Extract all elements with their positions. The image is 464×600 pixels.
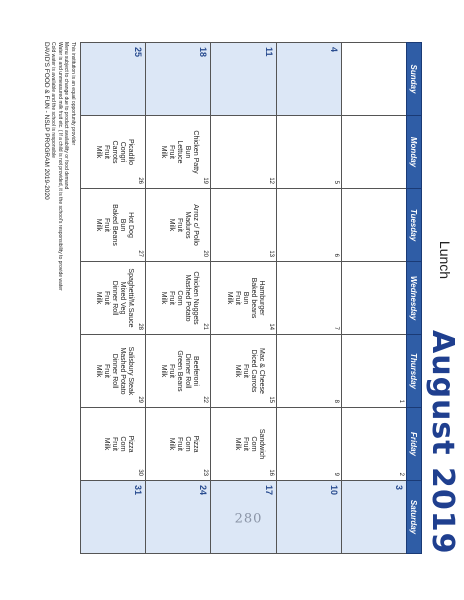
menu-item: Mashed Potato xyxy=(184,274,192,322)
menu-item: Corn xyxy=(249,436,257,452)
day-cell xyxy=(146,481,211,554)
date-number: 3 xyxy=(394,485,404,491)
day-cell xyxy=(211,189,276,262)
day-cell xyxy=(81,116,146,189)
day-cell xyxy=(146,408,211,481)
menu-items xyxy=(233,408,265,480)
menu-items xyxy=(94,189,134,261)
empty-day-cell xyxy=(341,262,406,335)
menu-item: Hot Dog xyxy=(127,212,135,238)
menu-item: Milk xyxy=(233,364,241,378)
date-number: 21 xyxy=(202,323,209,330)
date-number: 19 xyxy=(202,177,209,184)
menu-item: Mashed Potato xyxy=(119,347,127,395)
week-row xyxy=(81,43,146,554)
menu-item: Hamburger xyxy=(257,280,265,316)
weekday-header-monday: Monday xyxy=(407,116,422,189)
day-cell xyxy=(276,408,341,481)
date-number: 24 xyxy=(198,485,209,496)
day-cell xyxy=(81,43,146,116)
date-number: 14 xyxy=(267,323,274,330)
menu-items xyxy=(94,116,134,188)
menu-item: Maduros xyxy=(184,211,192,239)
day-cell xyxy=(276,189,341,262)
menu-item: Chicken Patty xyxy=(192,130,200,174)
menu-items xyxy=(167,189,199,261)
menu-item: Pizza xyxy=(127,435,135,453)
calendar-grid xyxy=(80,42,422,554)
menu-item: Milk xyxy=(160,364,168,378)
day-cell xyxy=(211,335,276,408)
date-number: 17 xyxy=(263,485,274,496)
date-number: 30 xyxy=(137,469,144,476)
day-cell xyxy=(81,189,146,262)
menu-item: Fruit xyxy=(168,291,176,305)
date-number: 20 xyxy=(202,250,209,257)
day-cell xyxy=(81,481,146,554)
menu-item: Fruit xyxy=(103,218,111,232)
menu-item: Fruit xyxy=(103,364,111,378)
menu-item: Milk xyxy=(168,218,176,232)
menu-item: Bun xyxy=(241,291,249,305)
menu-item: Beeferoni xyxy=(192,356,200,386)
menu-item: Chicken Nuggets xyxy=(192,271,200,325)
menu-item: Milk xyxy=(160,291,168,305)
program-footer: DAVID'S FOOD & FUN - NSLP PROGRAM 2019-2020 xyxy=(43,42,50,200)
date-number: 10 xyxy=(328,485,339,496)
menu-items xyxy=(167,408,199,480)
weekday-header-tuesday: Tuesday xyxy=(407,189,422,262)
menu-subtitle: Lunch xyxy=(437,240,453,280)
date-number: 7 xyxy=(332,326,339,330)
day-cell xyxy=(276,43,341,116)
day-cell xyxy=(341,481,406,554)
weekday-header-row xyxy=(407,43,422,554)
menu-item: Baked Beans xyxy=(111,204,119,246)
date-number: 27 xyxy=(137,250,144,257)
menu-item: Spaghetti/M.Sauce xyxy=(127,268,135,328)
menu-item: Congri xyxy=(119,141,127,163)
menu-item: Fruit xyxy=(241,364,249,378)
menu-item: Fruit xyxy=(103,145,111,159)
day-cell xyxy=(146,189,211,262)
date-number: 23 xyxy=(202,469,209,476)
calendar-body xyxy=(81,43,407,554)
menu-item: Milk xyxy=(95,364,103,378)
day-cell xyxy=(211,262,276,335)
menu-item: Dinner Roll xyxy=(111,280,119,316)
footnote-line: Menu subject to change due to product availability or food demand xyxy=(63,42,70,190)
date-number: 31 xyxy=(133,485,144,496)
handwritten-note: 280 xyxy=(234,511,263,527)
day-cell xyxy=(146,335,211,408)
day-cell xyxy=(341,335,406,408)
menu-item: Diced Carrots xyxy=(249,349,257,393)
week-row xyxy=(341,43,406,554)
date-number: 9 xyxy=(332,472,339,476)
menu-item: Corn xyxy=(176,290,184,306)
menu-items xyxy=(102,408,134,480)
weekday-header-friday: Friday xyxy=(407,408,422,481)
week-row xyxy=(276,43,341,554)
menu-items xyxy=(225,262,265,334)
date-number: 22 xyxy=(202,396,209,403)
menu-item: Sandwich xyxy=(257,428,265,460)
month-title: August 2019 xyxy=(425,330,460,555)
weekday-header-sunday: Sunday xyxy=(407,43,422,116)
menu-item: Milk xyxy=(95,218,103,232)
day-cell xyxy=(146,43,211,116)
menu-item: Dinner Roll xyxy=(184,353,192,389)
day-cell xyxy=(211,408,276,481)
date-number: 13 xyxy=(267,250,274,257)
menu-item: Fruit xyxy=(176,218,184,232)
week-row xyxy=(146,43,211,554)
date-number: 26 xyxy=(137,177,144,184)
date-number: 2 xyxy=(398,472,404,476)
date-number: 1 xyxy=(398,399,404,403)
menu-item: Mac & Cheese xyxy=(257,348,265,394)
menu-items xyxy=(159,335,199,407)
menu-item: Milk xyxy=(103,437,111,451)
date-number: 15 xyxy=(267,396,274,403)
date-number: 8 xyxy=(332,399,339,403)
week-row xyxy=(211,43,276,554)
menu-item: Fruit xyxy=(168,364,176,378)
day-cell xyxy=(276,116,341,189)
day-cell xyxy=(211,43,276,116)
day-cell xyxy=(276,481,341,554)
menu-item: Corn xyxy=(119,436,127,452)
empty-day-cell xyxy=(341,189,406,262)
menu-item: Corn xyxy=(184,436,192,452)
menu-item: Pizza xyxy=(192,435,200,453)
footnote-line: Water is and unmeasured milk fruit etc. ( If a child is not provided, it is the school's responsibility to provide water xyxy=(57,42,63,291)
menu-items xyxy=(159,262,199,334)
menu-item: Fruit xyxy=(233,291,241,305)
day-cell xyxy=(211,116,276,189)
date-number: 5 xyxy=(332,180,339,184)
menu-item: Milk xyxy=(225,291,233,305)
menu-items xyxy=(159,116,199,188)
date-number: 11 xyxy=(263,47,274,57)
menu-item: Picadillo xyxy=(127,138,135,166)
day-cell xyxy=(146,116,211,189)
menu-item: Milk xyxy=(95,145,103,159)
menu-item: Milk xyxy=(95,291,103,305)
date-number: 12 xyxy=(267,177,274,184)
day-cell xyxy=(146,262,211,335)
menu-items xyxy=(94,335,134,407)
empty-day-cell xyxy=(341,43,406,116)
menu-item: Bun xyxy=(119,218,127,232)
menu-item: Mixed Veg xyxy=(119,281,127,315)
weekday-header-wednesday: Wednesday xyxy=(407,262,422,335)
day-cell xyxy=(81,335,146,408)
date-number: 4 xyxy=(328,47,339,53)
day-cell xyxy=(276,335,341,408)
menu-item: Fruit xyxy=(103,291,111,305)
menu-item: Milk xyxy=(233,437,241,451)
weekday-header-thursday: Thursday xyxy=(407,335,422,408)
menu-item: Lettuce xyxy=(176,140,184,164)
menu-item: Bun xyxy=(184,145,192,159)
day-cell xyxy=(81,408,146,481)
menu-items xyxy=(94,262,134,334)
footnote-line: Cold water is available and the school is responsible xyxy=(50,42,57,158)
empty-day-cell xyxy=(341,116,406,189)
menu-item: Dinner Roll xyxy=(111,353,119,389)
date-number: 6 xyxy=(332,253,339,257)
menu-item: Fruit xyxy=(111,437,119,451)
footnotes xyxy=(50,42,76,291)
menu-item: Milk xyxy=(168,437,176,451)
menu-item: Fruit xyxy=(168,145,176,159)
date-number: 25 xyxy=(133,47,144,58)
menu-item: Green Beans xyxy=(176,350,184,392)
date-number: 29 xyxy=(137,396,144,403)
menu-items xyxy=(233,335,265,407)
menu-item: Carrots xyxy=(111,140,119,164)
menu-item: Baked beans xyxy=(249,277,257,319)
menu-item: Arroz c/ Pollo xyxy=(192,204,200,246)
menu-item: Salisbury Steak xyxy=(127,346,135,396)
menu-item: Fruit xyxy=(241,437,249,451)
weekday-header-saturday: Saturday xyxy=(407,481,422,554)
menu-item: Milk xyxy=(160,145,168,159)
menu-item: Fruit xyxy=(176,437,184,451)
footnote-line: This institution is an equal opportunity provider xyxy=(70,42,76,146)
date-number: 28 xyxy=(137,323,144,330)
date-number: 18 xyxy=(198,47,209,58)
day-cell xyxy=(81,262,146,335)
day-cell xyxy=(276,262,341,335)
date-number: 16 xyxy=(267,469,274,476)
day-cell xyxy=(211,481,276,554)
day-cell xyxy=(341,408,406,481)
